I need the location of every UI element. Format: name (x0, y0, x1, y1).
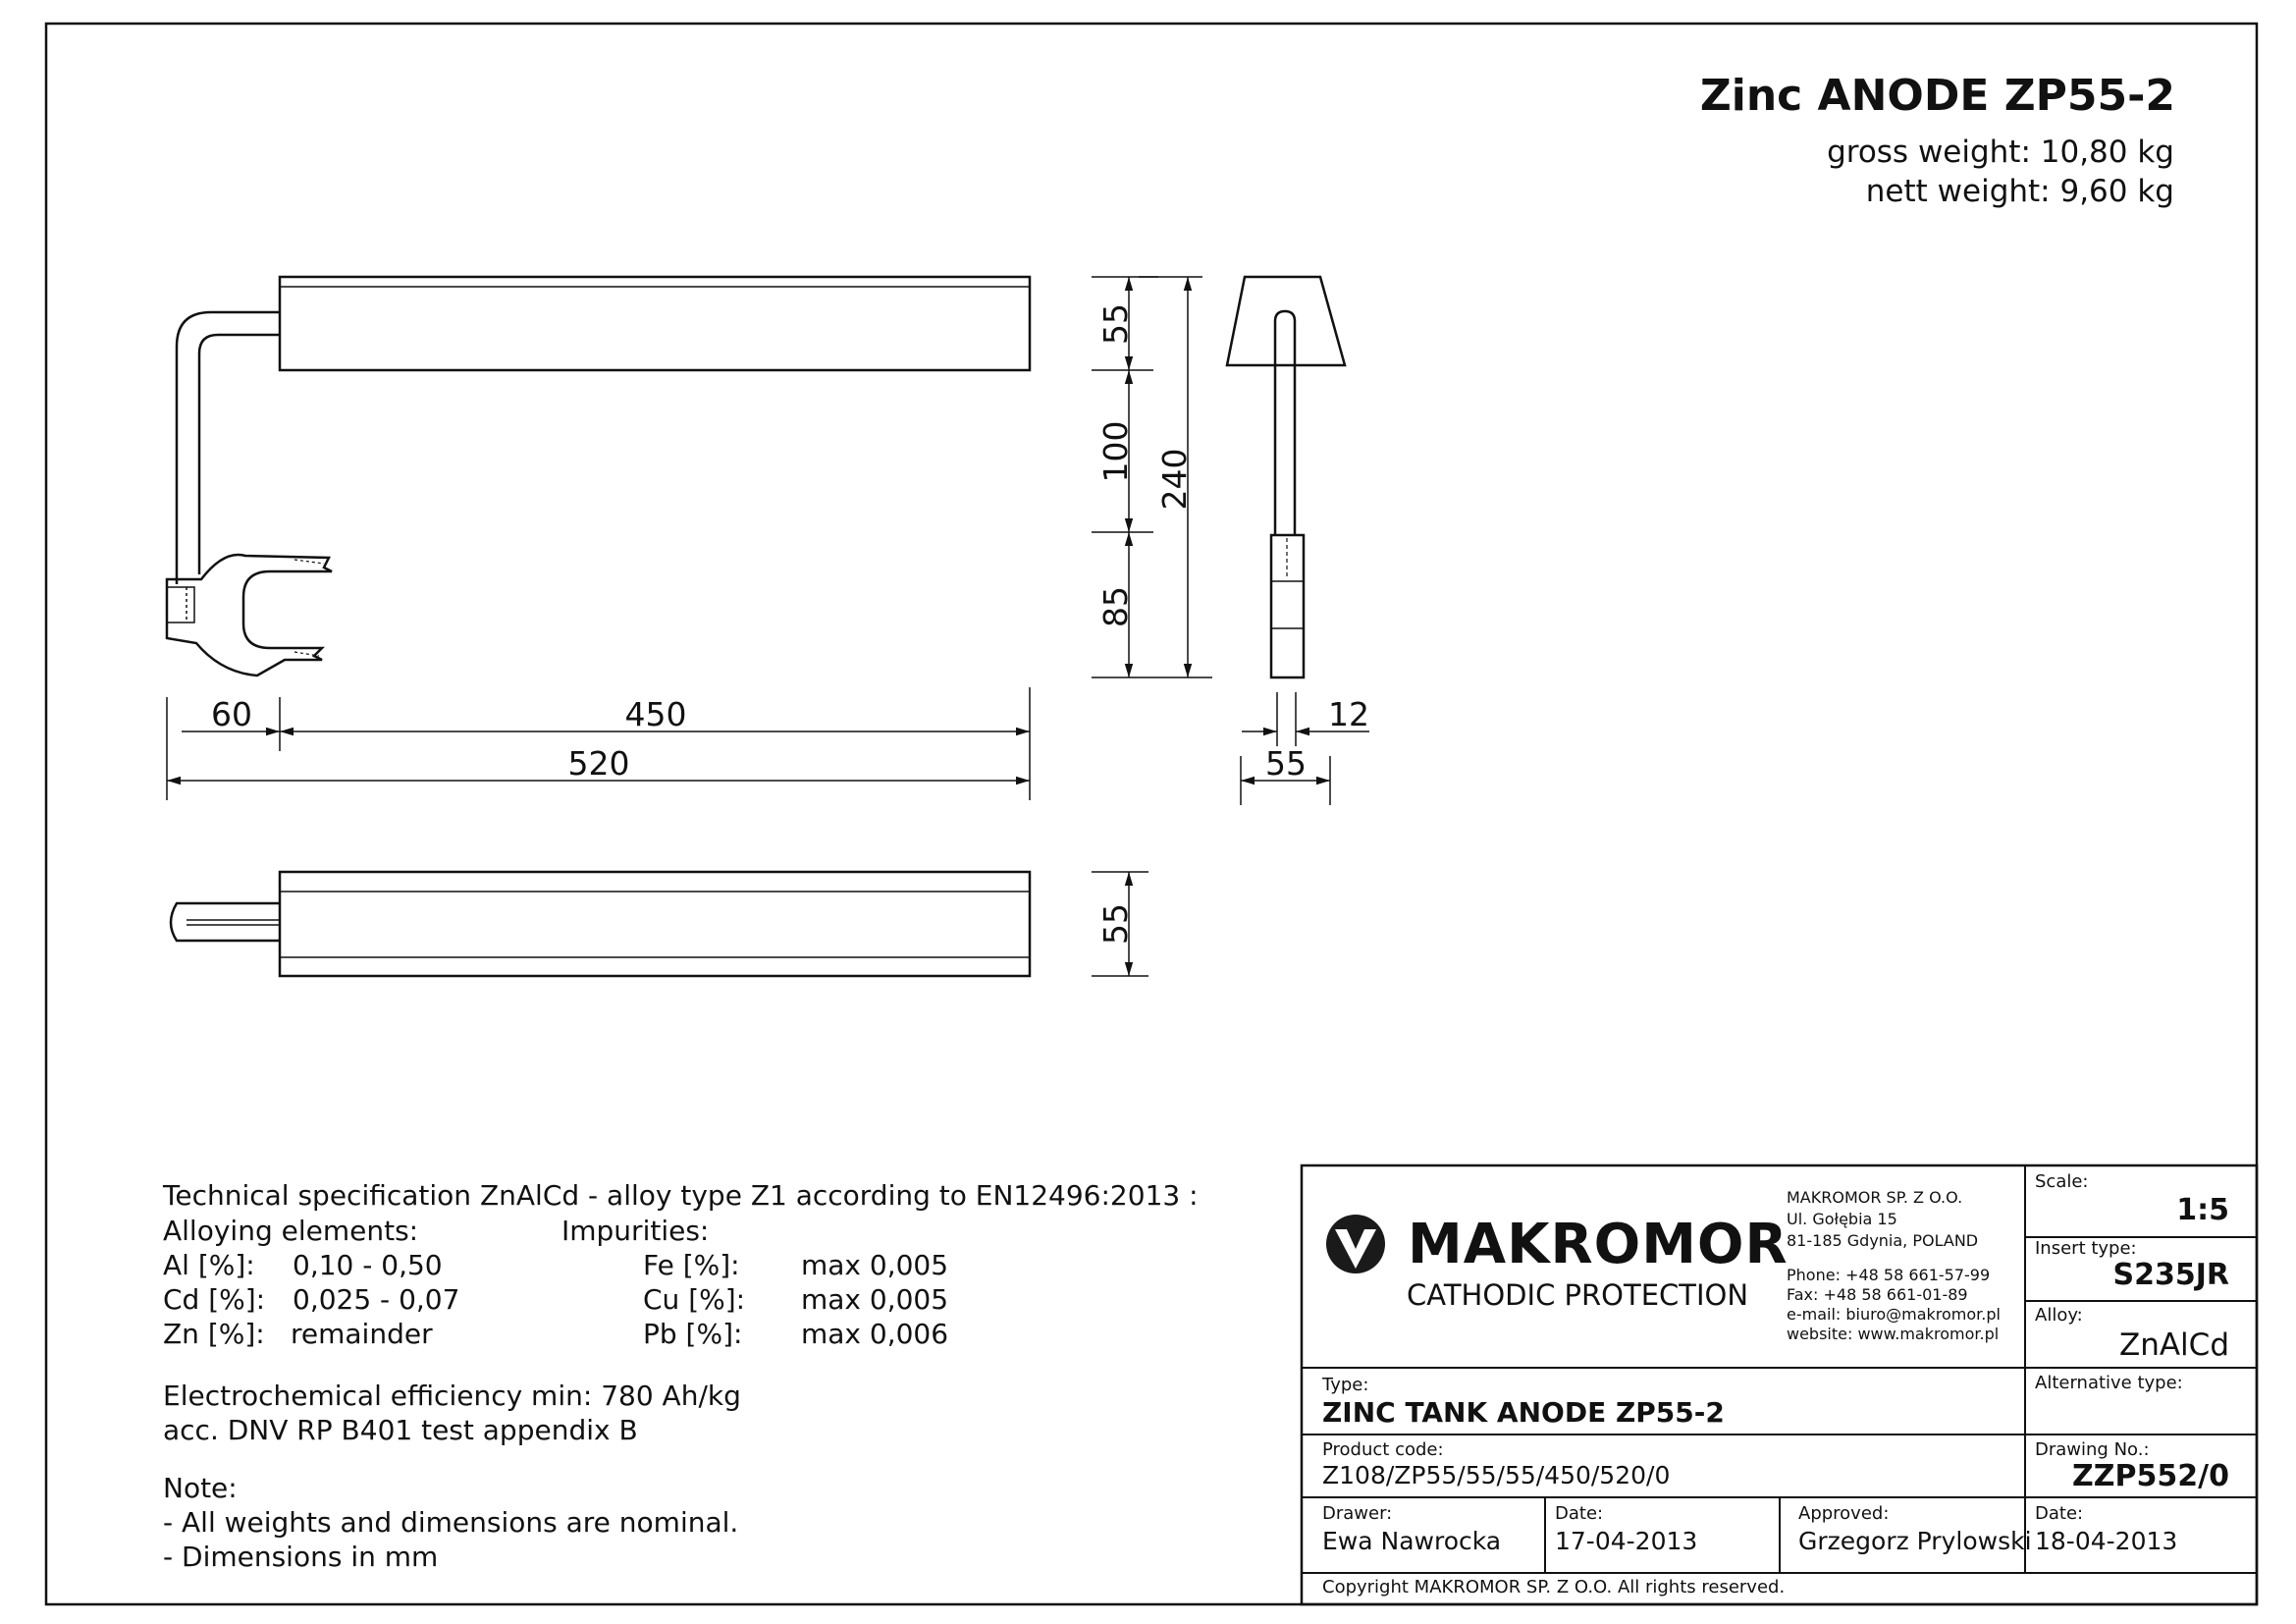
insert-type-value: S235JR (2112, 1258, 2229, 1292)
type-value: ZINC TANK ANODE ZP55-2 (1322, 1396, 1725, 1429)
anode-body-front (280, 277, 1030, 370)
company-name: MAKROMOR (1408, 1213, 1789, 1276)
approval-date-label: Date: (2035, 1503, 2084, 1524)
dim-55-side: 55 (1265, 744, 1307, 783)
dim-12: 12 (1328, 695, 1369, 733)
address-line: e-mail: biuro@makromor.pl (1787, 1305, 2001, 1324)
top-view (171, 872, 1030, 976)
alloy-element: Cd [%]: (163, 1283, 266, 1316)
dim-240: 240 (1155, 448, 1194, 511)
alloying-heading: Alloying elements: (163, 1215, 419, 1247)
address-line: 81-185 Gdynia, POLAND (1787, 1231, 1979, 1250)
alloy-value: 0,025 - 0,07 (293, 1283, 460, 1316)
impurity-element: Cu [%]: (643, 1283, 746, 1316)
scale-value: 1:5 (2176, 1193, 2229, 1227)
product-code-value: Z108/ZP55/55/55/450/520/0 (1322, 1461, 1671, 1489)
impurity-value: max 0,005 (801, 1249, 949, 1281)
address-line: Fax: +48 58 661-01-89 (1787, 1285, 1968, 1304)
copyright: Copyright MAKROMOR SP. Z O.O. All rights reserved. (1322, 1577, 1786, 1597)
impurity-value: max 0,005 (801, 1283, 949, 1316)
drawing-no-value: ZZP552/0 (2072, 1459, 2229, 1493)
dim-55-bottom: 55 (1096, 903, 1135, 945)
anode-body-side (1227, 277, 1345, 365)
impurity-element: Fe [%]: (643, 1249, 740, 1281)
alloy-element: Zn [%]: (163, 1318, 265, 1350)
clamp-side (1271, 535, 1304, 677)
address-line: website: www.makromor.pl (1787, 1325, 2000, 1343)
address-line: MAKROMOR SP. Z O.O. (1787, 1188, 1963, 1207)
note-heading: Note: (163, 1472, 238, 1504)
gross-weight: gross weight: 10,80 kg (1827, 135, 2174, 170)
dim-60: 60 (211, 695, 252, 733)
insert-clamp (167, 555, 332, 676)
alloy-element: Al [%]: (163, 1249, 255, 1281)
impurity-value: max 0,006 (801, 1318, 949, 1350)
drawer-label: Drawer: (1322, 1503, 1393, 1524)
dim-100: 100 (1096, 420, 1135, 483)
dim-450: 450 (624, 695, 687, 733)
address-line: Ul. Gołębia 15 (1787, 1210, 1897, 1228)
efficiency-line: Electrochemical efficiency min: 780 Ah/kg (163, 1380, 741, 1412)
efficiency-standard: acc. DNV RP B401 test appendix B (163, 1414, 638, 1446)
company-tagline: CATHODIC PROTECTION (1407, 1278, 1749, 1312)
note-line: - All weights and dimensions are nominal. (163, 1506, 739, 1539)
date-label: Date: (1555, 1503, 1604, 1524)
address-line: Phone: +48 58 661-57-99 (1787, 1266, 1991, 1284)
drawing-no-label: Drawing No.: (2035, 1439, 2150, 1460)
front-view (167, 277, 1030, 676)
alloy-value: 0,10 - 0,50 (293, 1249, 443, 1281)
insert-rod-front (177, 312, 280, 584)
drawer-value: Ewa Nawrocka (1322, 1527, 1502, 1555)
makromor-logo (1326, 1215, 1385, 1273)
alloy-value: ZnAlCd (2118, 1327, 2229, 1363)
insert-type-label: Insert type: (2035, 1238, 2137, 1259)
product-code-label: Product code: (1322, 1439, 1444, 1460)
nett-weight: nett weight: 9,60 kg (1865, 174, 2174, 209)
approved-label: Approved: (1798, 1503, 1890, 1524)
dim-520: 520 (567, 744, 630, 783)
dim-55-top: 55 (1096, 303, 1135, 345)
impurity-element: Pb [%]: (643, 1318, 743, 1350)
side-view (1227, 277, 1345, 677)
anode-body-top (280, 872, 1030, 976)
approval-date-value: 18-04-2013 (2035, 1527, 2178, 1555)
date-value: 17-04-2013 (1555, 1527, 1698, 1555)
spec-heading: Technical specification ZnAlCd - alloy type Z1 according to EN12496:2013 : (163, 1179, 1199, 1212)
alloy-value: remainder (291, 1318, 433, 1350)
insert-rod-side (1275, 311, 1295, 365)
note-line: - Dimensions in mm (163, 1541, 439, 1573)
scale-label: Scale: (2035, 1171, 2089, 1192)
impurities-heading: Impurities: (561, 1215, 710, 1247)
type-label: Type: (1322, 1375, 1369, 1395)
drawing-title: Zinc ANODE ZP55-2 (1699, 71, 2175, 121)
dim-85: 85 (1096, 586, 1135, 627)
approved-value: Grzegorz Prylowski (1798, 1527, 2032, 1555)
insert-rod-top (171, 903, 280, 941)
alternative-type-label: Alternative type: (2035, 1373, 2183, 1393)
alloy-label: Alloy: (2035, 1305, 2083, 1326)
